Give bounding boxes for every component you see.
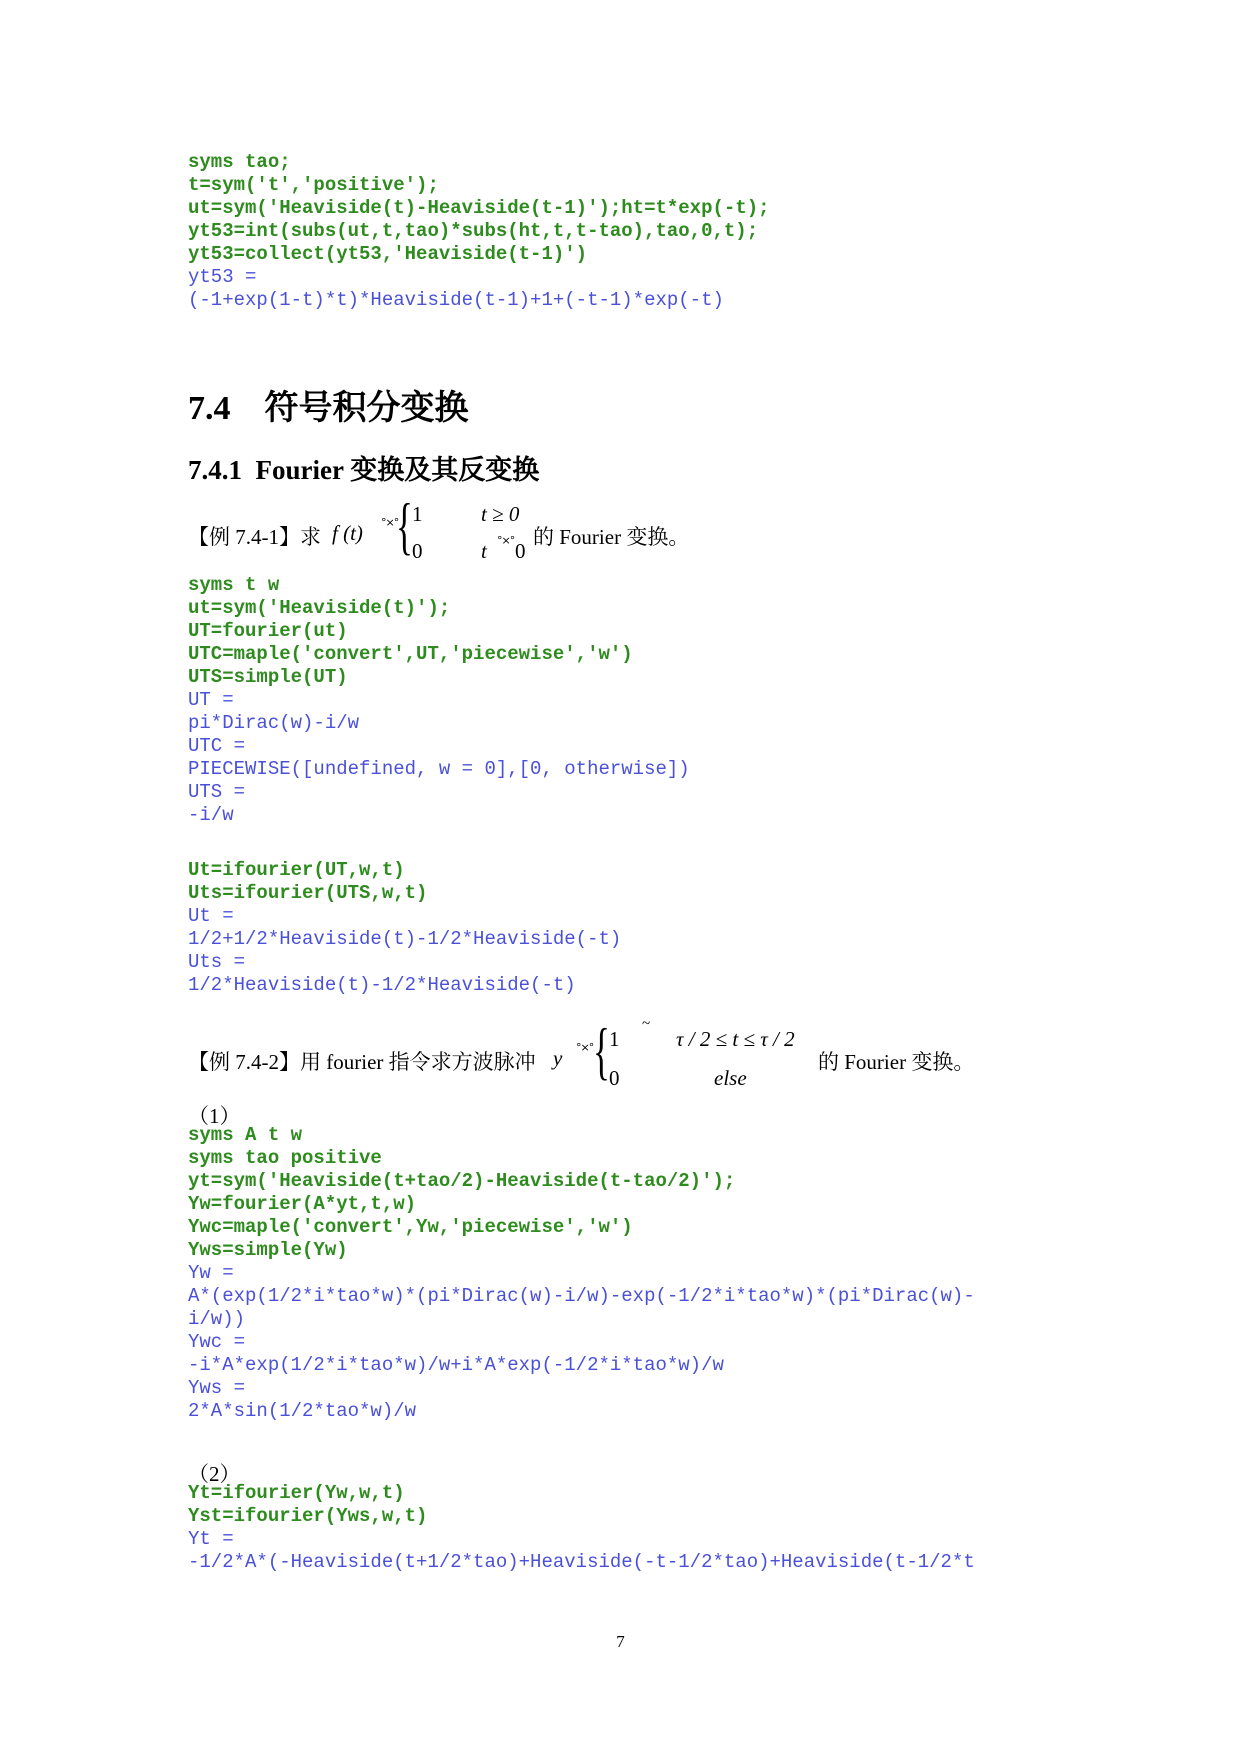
- code-block-4: [188, 1124, 975, 1423]
- code-command-line: ut=sym('Heaviside(t)-Heaviside(t-1)');ht=t*exp(-t);: [188, 197, 770, 219]
- page-number: 7: [616, 1632, 625, 1651]
- function-y: y: [553, 1046, 563, 1070]
- example-label: 【例 7.4-1】求: [188, 525, 321, 549]
- subsection-heading: 7.4.1 Fourier 变换及其反变换: [188, 455, 540, 485]
- function-f: f (t): [332, 521, 363, 545]
- example-tail: 的 Fourier 变换。: [533, 525, 690, 549]
- code-command-line: UT=fourier(ut): [188, 620, 348, 642]
- garbled-symbol: °×°: [576, 1041, 594, 1054]
- code-output-line: -i/w: [188, 804, 234, 826]
- section-heading: 7.4 符号积分变换: [188, 390, 469, 427]
- case2-condition: t: [481, 539, 487, 563]
- left-brace-symbol: {: [396, 490, 413, 561]
- code-command-line: yt53=int(subs(ut,t,tao)*subs(ht,t,t-tao),tao,0,t);: [188, 220, 759, 242]
- case1-value: 1: [412, 502, 423, 526]
- code-output-line: Yw =: [188, 1262, 234, 1284]
- left-brace-symbol: {: [593, 1015, 610, 1086]
- garbled-symbol-2: °×°: [497, 534, 515, 547]
- code-output-line: yt53 =: [188, 266, 257, 288]
- code-output-line: UTS =: [188, 781, 246, 803]
- code-output-line: A*(exp(1/2*i*tao*w)*(pi*Dirac(w)-i/w)-exp(-1/2*i*tao*w)*(pi*Dirac(w)-: [188, 1285, 975, 1307]
- code-output-line: UTC =: [188, 735, 246, 757]
- part-1-label: （1）: [188, 1104, 241, 1128]
- code-output-line: -i*A*exp(1/2*i*tao*w)/w+i*A*exp(-1/2*i*tao*w)/w: [188, 1354, 724, 1376]
- code-command-line: Ut=ifourier(UT,w,t): [188, 859, 405, 881]
- code-output-line: 1/2+1/2*Heaviside(t)-1/2*Heaviside(-t): [188, 928, 622, 950]
- code-output-line: Uts =: [188, 951, 246, 973]
- code-output-line: Yt =: [188, 1528, 234, 1550]
- code-command-line: syms tao positive: [188, 1147, 382, 1169]
- case2-condition: else: [714, 1066, 747, 1090]
- code-output-line: -1/2*A*(-Heaviside(t+1/2*tao)+Heaviside(-t-1/2*tao)+Heaviside(t-1/2*t: [188, 1551, 975, 1573]
- code-command-line: yt=sym('Heaviside(t+tao/2)-Heaviside(t-tao/2)');: [188, 1170, 736, 1192]
- code-command-line: Yt=ifourier(Yw,w,t): [188, 1482, 405, 1504]
- code-output-line: Ywc =: [188, 1331, 246, 1353]
- code-output-line: (-1+exp(1-t)*t)*Heaviside(t-1)+1+(-t-1)*exp(-t): [188, 289, 724, 311]
- case1-condition: t ≥ 0: [481, 502, 520, 526]
- code-command-line: Uts=ifourier(UTS,w,t): [188, 882, 428, 904]
- code-command-line: yt53=collect(yt53,'Heaviside(t-1)'): [188, 243, 588, 265]
- code-command-line: Yst=ifourier(Yws,w,t): [188, 1505, 428, 1527]
- example-tail: 的 Fourier 变换。: [818, 1050, 975, 1074]
- code-block-5: [188, 1482, 975, 1574]
- garbled-symbol: °×°: [381, 516, 399, 529]
- code-output-line: 2*A*sin(1/2*tao*w)/w: [188, 1400, 417, 1422]
- code-command-line: Ywc=maple('convert',Yw,'piecewise','w'): [188, 1216, 633, 1238]
- code-output-line: i/w)): [188, 1308, 246, 1330]
- tilde-symbol: ~: [642, 1016, 651, 1032]
- code-command-line: t=sym('t','positive');: [188, 174, 439, 196]
- code-output-line: PIECEWISE([undefined, w = 0],[0, otherwise]): [188, 758, 690, 780]
- case2-condition-tail: 0: [515, 539, 526, 563]
- code-command-line: syms t w: [188, 574, 280, 596]
- code-output-line: Ut =: [188, 905, 234, 927]
- code-command-line: Yws=simple(Yw): [188, 1239, 348, 1261]
- code-command-line: UTC=maple('convert',UT,'piecewise','w'): [188, 643, 633, 665]
- part-2-label: （2）: [188, 1462, 241, 1486]
- code-output-line: UT =: [188, 689, 234, 711]
- code-command-line: ut=sym('Heaviside(t)');: [188, 597, 451, 619]
- code-block-2: [188, 574, 690, 827]
- code-command-line: syms A t w: [188, 1124, 303, 1146]
- code-output-line: 1/2*Heaviside(t)-1/2*Heaviside(-t): [188, 974, 576, 996]
- case1-value: 1: [609, 1027, 620, 1051]
- example-label: 【例 7.4-2】用 fourier 指令求方波脉冲: [188, 1050, 536, 1074]
- code-output-line: pi*Dirac(w)-i/w: [188, 712, 360, 734]
- code-command-line: Yw=fourier(A*yt,t,w): [188, 1193, 417, 1215]
- code-command-line: UTS=simple(UT): [188, 666, 348, 688]
- code-output-line: Yws =: [188, 1377, 246, 1399]
- code-command-line: syms tao;: [188, 151, 291, 173]
- case1-condition: τ / 2 ≤ t ≤ τ / 2: [676, 1027, 795, 1051]
- case2-value: 0: [609, 1066, 620, 1090]
- code-block-1: [188, 151, 770, 312]
- case2-value: 0: [412, 539, 423, 563]
- code-block-3: [188, 859, 621, 997]
